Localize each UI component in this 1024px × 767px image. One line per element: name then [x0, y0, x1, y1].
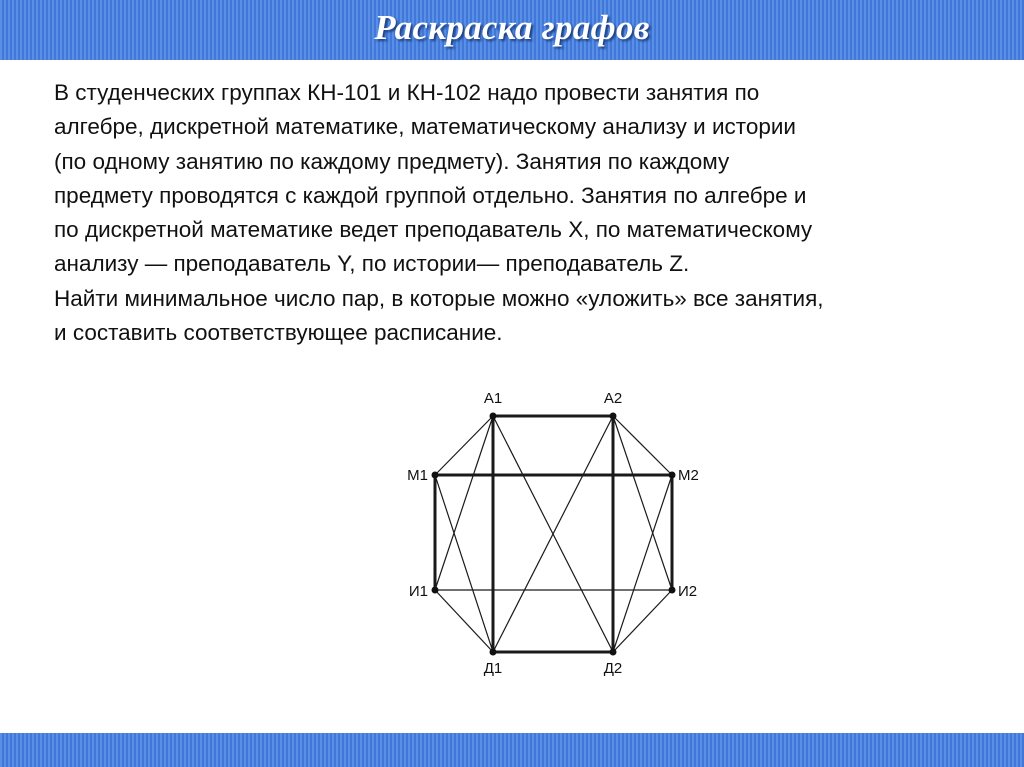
text-line: алгебре, дискретной математике, математическому анализу и истории — [54, 114, 796, 140]
graph-node-A2 — [610, 413, 617, 420]
text-line: анализу — преподаватель Y, по истории— преподаватель Z. — [54, 251, 690, 277]
text-line: и составить соответствующее расписание. — [54, 320, 503, 346]
node-label-A1: А1 — [483, 390, 503, 407]
node-label-D1: Д1 — [483, 660, 503, 677]
node-label-I1: И1 — [408, 583, 428, 600]
slide-title: Раскраска графов — [374, 8, 650, 47]
node-label-A2: А2 — [603, 390, 623, 407]
node-label-M2: М2 — [678, 467, 699, 484]
graph-node-M1 — [432, 472, 439, 479]
edge-A2-M2 — [613, 416, 672, 475]
node-label-M1: М1 — [407, 467, 428, 484]
text-line: В студенческих группах КН-101 и КН-102 надо провести занятия по — [54, 80, 760, 105]
graph-node-A1 — [490, 413, 497, 420]
edge-A1-M1 — [435, 416, 493, 475]
edge-I2-D2 — [613, 590, 672, 652]
graph-node-I1 — [432, 587, 439, 594]
text-line: по дискретной математике ведет преподаватель X, по математическому — [54, 217, 813, 243]
node-label-D2: Д2 — [603, 660, 623, 677]
text-line: (по одному занятию по каждому предмету). Занятия по каждому — [54, 148, 730, 174]
edge-I1-D1 — [435, 590, 493, 652]
graph-node-M2 — [669, 472, 676, 479]
graph-node-D1 — [490, 649, 497, 656]
text-line: Найти минимальное число пар, в которые можно «уложить» все занятия, — [54, 285, 824, 311]
text-line: предмету проводятся с каждой группой отдельно. Занятия по алгебре и — [54, 182, 807, 208]
graph-diagram — [380, 380, 720, 690]
graph-node-I2 — [669, 587, 676, 594]
node-label-I2: И2 — [678, 583, 698, 600]
graph-node-D2 — [610, 649, 617, 656]
problem-text — [54, 76, 974, 350]
footer-bar — [0, 733, 1024, 767]
